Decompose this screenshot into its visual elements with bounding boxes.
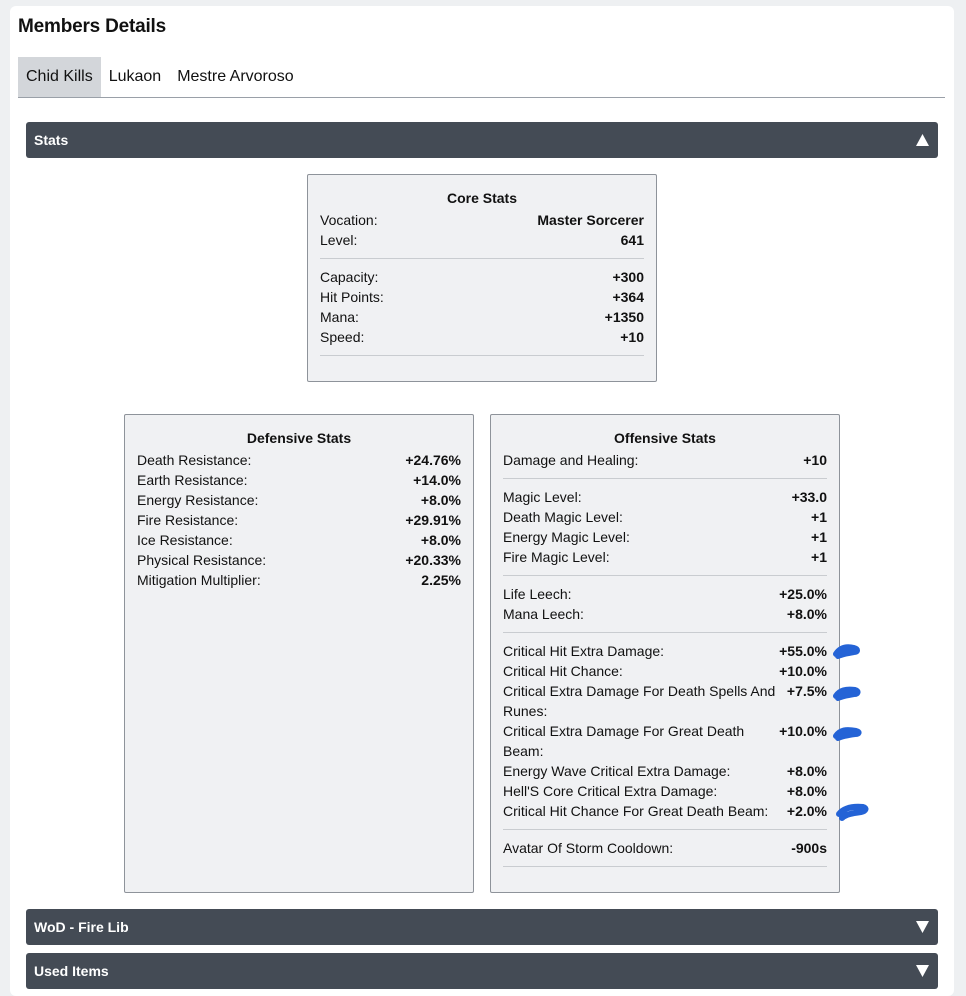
stat-value: +8.0%: [786, 763, 827, 779]
chevron-down-icon: [915, 964, 930, 978]
stat-value: +364: [612, 289, 644, 305]
stat-label: Damage and Healing:: [503, 452, 639, 468]
stat-row: [137, 570, 461, 590]
stat-row: [320, 267, 644, 287]
stat-row: [503, 681, 827, 721]
stat-label: Critical Hit Chance:: [503, 663, 623, 679]
stat-label: Critical Extra Damage For Death Spells And Runes:: [503, 683, 776, 719]
stat-label: Life Leech:: [503, 586, 572, 602]
stat-value: +1: [811, 549, 827, 565]
annotation-mark-icon: [832, 684, 862, 704]
stat-value: -900s: [791, 840, 827, 856]
stat-value: 2.25%: [421, 572, 461, 588]
stat-value: +8.0%: [420, 492, 461, 508]
stat-label: Hit Points:: [320, 289, 384, 305]
stat-row: [503, 584, 827, 604]
stat-value: +2.0%: [786, 803, 827, 819]
member-tabs: [18, 57, 945, 98]
stat-row: [503, 547, 827, 567]
stat-label: Mana:: [320, 309, 359, 325]
annotation-mark-icon: [832, 724, 864, 744]
stat-row: [503, 781, 827, 801]
stat-value: +29.91%: [405, 512, 461, 528]
stat-value: +14.0%: [413, 472, 461, 488]
tab-lukaon[interactable]: Lukaon: [108, 68, 162, 85]
stat-row: [503, 641, 827, 661]
stat-label: Energy Magic Level:: [503, 529, 630, 545]
stat-value: +20.33%: [405, 552, 461, 568]
stat-value: +10.0%: [779, 663, 827, 679]
stat-label: Speed:: [320, 329, 365, 345]
stat-row: [503, 487, 827, 507]
stat-row: [503, 507, 827, 527]
stat-value: +33.0: [791, 489, 827, 505]
defensive-stats-title: Defensive Stats: [246, 430, 352, 446]
stat-value: +10: [620, 329, 644, 345]
stat-label: Critical Hit Extra Damage:: [503, 643, 665, 659]
stat-row: [503, 527, 827, 547]
stat-label: Mitigation Multiplier:: [137, 572, 261, 588]
stat-value: Master Sorcerer: [537, 212, 644, 228]
annotation-mark-icon: [832, 642, 862, 662]
wod-accordion-header[interactable]: [26, 909, 938, 945]
stat-value: +300: [612, 269, 644, 285]
stat-value: +7.5%: [786, 683, 827, 699]
stat-value: +1350: [604, 309, 644, 325]
stat-label: Level:: [320, 232, 358, 248]
stat-row: [137, 510, 461, 530]
stat-label: Hell'S Core Critical Extra Damage:: [503, 783, 718, 799]
stat-row: [320, 210, 644, 230]
stat-row: [137, 470, 461, 490]
stats-accordion-label: Stats: [34, 132, 69, 148]
stat-label: Energy Wave Critical Extra Damage:: [503, 763, 731, 779]
stat-label: Death Resistance:: [137, 452, 252, 468]
stat-row: [503, 450, 827, 470]
stat-row: [137, 450, 461, 470]
stat-row: [503, 761, 827, 781]
stat-label: Death Magic Level:: [503, 509, 623, 525]
stat-value: +1: [811, 529, 827, 545]
defensive-stats-panel: [124, 414, 474, 893]
stat-value: +8.0%: [786, 783, 827, 799]
stat-row: [137, 550, 461, 570]
chevron-up-icon: [915, 133, 930, 147]
stat-value: +25.0%: [779, 586, 827, 602]
annotation-mark-icon: [834, 800, 870, 824]
tab-chid-kills[interactable]: Chid Kills: [18, 57, 101, 97]
stat-label: Capacity:: [320, 269, 379, 285]
stat-row: [137, 490, 461, 510]
chevron-down-icon: [915, 920, 930, 934]
stat-label: Vocation:: [320, 212, 378, 228]
offensive-stats-panel: [490, 414, 840, 893]
stat-value: +10: [803, 452, 827, 468]
stat-row: [320, 307, 644, 327]
stat-value: +10.0%: [779, 723, 827, 739]
stat-value: +8.0%: [420, 532, 461, 548]
stat-label: Earth Resistance:: [137, 472, 248, 488]
stat-label: Mana Leech:: [503, 606, 584, 622]
stat-value: 641: [620, 232, 644, 248]
stat-row: [503, 604, 827, 624]
stat-label: Energy Resistance:: [137, 492, 259, 508]
stat-value: +24.76%: [405, 452, 461, 468]
stat-row: [320, 327, 644, 347]
stat-row: [503, 661, 827, 681]
stat-label: Ice Resistance:: [137, 532, 233, 548]
stat-row: [503, 838, 827, 858]
wod-accordion-label: WoD - Fire Lib: [34, 919, 129, 935]
tab-mestre-arvoroso[interactable]: Mestre Arvoroso: [177, 68, 294, 85]
offensive-stats-title: Offensive Stats: [614, 430, 716, 446]
stat-row: [320, 230, 644, 250]
stat-value: +1: [811, 509, 827, 525]
stat-row: [503, 721, 827, 761]
stat-label: Fire Resistance:: [137, 512, 239, 528]
used-items-accordion-label: Used Items: [34, 963, 109, 979]
used-items-accordion-header[interactable]: [26, 953, 938, 989]
stat-label: Critical Extra Damage For Great Death Beam:: [503, 723, 745, 759]
stat-row: [320, 287, 644, 307]
stat-row: [503, 801, 827, 821]
stat-label: Critical Hit Chance For Great Death Beam:: [503, 803, 769, 819]
stats-accordion-header[interactable]: [26, 122, 938, 158]
stat-label: Physical Resistance:: [137, 552, 267, 568]
stat-label: Fire Magic Level:: [503, 549, 610, 565]
stat-row: [137, 530, 461, 550]
stat-value: +55.0%: [779, 643, 827, 659]
stat-value: +8.0%: [786, 606, 827, 622]
core-stats-title: Core Stats: [446, 190, 518, 206]
stat-label: Avatar Of Storm Cooldown:: [503, 840, 674, 856]
core-stats-panel: [307, 174, 657, 382]
stat-label: Magic Level:: [503, 489, 582, 505]
page-title: Members Details: [18, 16, 167, 37]
